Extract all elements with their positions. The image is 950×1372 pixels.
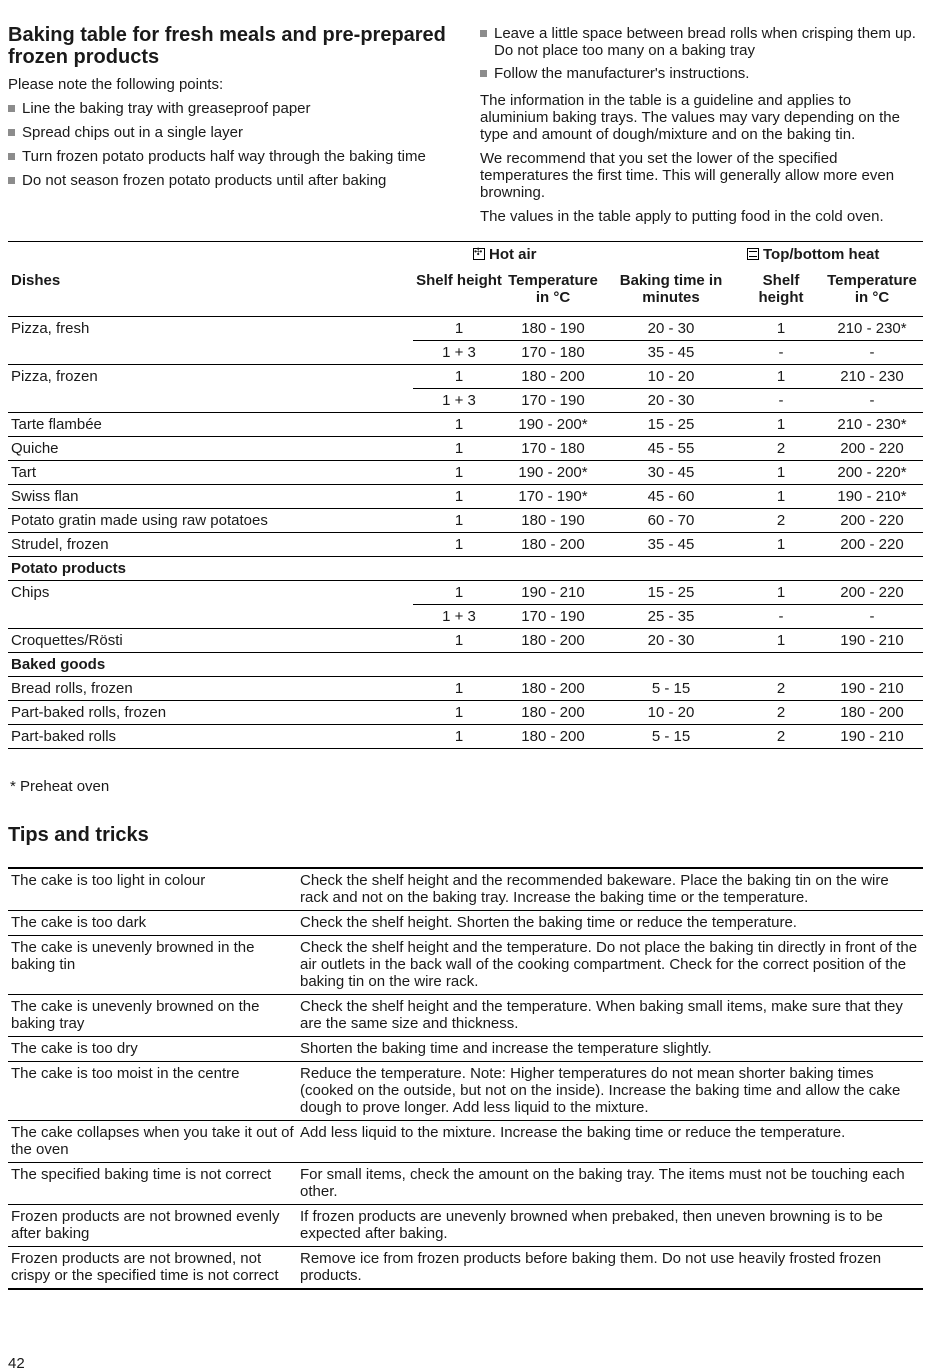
tips-heading: Tips and tricks: [8, 824, 149, 846]
temp2-cell: -: [821, 341, 923, 365]
temp-cell: 190 - 200*: [505, 461, 601, 485]
list-item: Spread chips out in a single layer: [8, 124, 468, 141]
temp-cell: 180 - 200: [505, 701, 601, 725]
temp2-cell: 200 - 220*: [821, 461, 923, 485]
shelf2-cell: 1: [741, 629, 821, 653]
section-row: [8, 557, 923, 581]
section-heading: Potato products: [8, 557, 923, 581]
shelf-cell: 1 + 3: [413, 389, 505, 413]
solution-cell: Check the shelf height and the temperature. Do not place the baking tin directly in front of the air outlets in the back wall of the cooking compartment. Check for the correct position of the baking tin on the wire rack.: [300, 939, 918, 990]
paragraph: The values in the table apply to putting food in the cold oven.: [480, 208, 884, 225]
shelf2-cell: 1: [776, 320, 786, 337]
dish-cell: [8, 605, 413, 629]
section-heading: Baked goods: [8, 653, 923, 677]
tips-row: [8, 1205, 923, 1247]
temp2-cell: -: [821, 605, 923, 629]
tips-row: [8, 1247, 923, 1290]
dish-cell: Pizza, frozen: [8, 365, 413, 389]
time-cell: 45 - 55: [601, 437, 741, 461]
time-cell: 15 - 25: [601, 581, 741, 605]
temp-cell: 170 - 190*: [505, 485, 601, 509]
solution-cell: If frozen products are unevenly browned when prebaked, then uneven browning is to be expected after baking.: [300, 1208, 883, 1242]
tips-table-body: [8, 868, 923, 1289]
time-cell: 5 - 15: [601, 677, 741, 701]
column-header-row: [8, 266, 923, 317]
shelf2-cell: 1: [741, 581, 821, 605]
table-row: [8, 485, 923, 509]
tips-row: [8, 1062, 923, 1121]
problem-cell: The cake is too dry: [11, 1040, 138, 1057]
tips-row: [8, 1037, 923, 1062]
temp-cell: 170 - 190: [505, 605, 601, 629]
shelf-cell: 1: [413, 629, 505, 653]
temp2-cell: 210 - 230*: [837, 320, 907, 337]
list-item: Line the baking tray with greaseproof paper: [8, 100, 468, 117]
shelf2-cell: 1: [741, 461, 821, 485]
time-cell: 20 - 30: [647, 320, 695, 337]
shelf2-cell: 1: [741, 413, 821, 437]
table-row: [8, 389, 923, 413]
mode-top-bottom-heat: Top/bottom heat: [741, 242, 923, 267]
table-row: [8, 677, 923, 701]
paragraph: The information in the table is a guideline and applies to aluminium baking trays. The values may vary depending on the type and amount of dough/mixture and on the baking tin.: [480, 92, 900, 143]
intro-text: Please note the following points:: [8, 76, 224, 93]
temp-cell: 180 - 200: [505, 677, 601, 701]
problem-cell: The cake is unevenly browned on the baking tray: [11, 998, 260, 1032]
temp2-cell: 190 - 210: [821, 725, 923, 749]
list-item: Follow the manufacturer's instructions.: [480, 65, 922, 82]
shelf2-cell: 1: [741, 365, 821, 389]
column-header-shelf-height-2: Shelf height: [741, 266, 821, 317]
temp-cell: 180 - 190: [521, 320, 585, 337]
problem-cell: The specified baking time is not correct: [11, 1166, 272, 1183]
table-row: [8, 365, 923, 389]
dish-cell: [8, 389, 413, 413]
dish-cell: Part-baked rolls, frozen: [8, 701, 413, 725]
shelf-cell: 1: [454, 320, 464, 337]
shelf-cell: 1: [413, 461, 505, 485]
temp2-cell: 200 - 220: [821, 581, 923, 605]
dish-cell: Tarte flambée: [8, 413, 413, 437]
list-item: Turn frozen potato products half way through the baking time: [8, 148, 468, 165]
right-column: [480, 25, 922, 225]
table-row: [8, 509, 923, 533]
time-cell: 10 - 20: [601, 701, 741, 725]
page-title: Baking table for fresh meals and pre-prepared frozen products: [8, 24, 446, 68]
shelf2-cell: -: [741, 389, 821, 413]
temp2-cell: 190 - 210: [821, 677, 923, 701]
time-cell: 20 - 30: [601, 629, 741, 653]
solution-cell: Check the shelf height and the temperature. When baking small items, make sure that they are the same size and thickness.: [300, 998, 903, 1032]
shelf-cell: 1: [413, 413, 505, 437]
shelf-cell: 1: [413, 677, 505, 701]
table-row: [8, 605, 923, 629]
column-header-shelf-height: Shelf height: [413, 266, 505, 317]
time-cell: 25 - 35: [601, 605, 741, 629]
shelf2-cell: 2: [741, 701, 821, 725]
left-bullet-list: [8, 100, 468, 196]
dish-cell: Pizza, fresh: [11, 320, 90, 337]
dish-cell: Tart: [8, 461, 413, 485]
tips-row: [8, 995, 923, 1037]
list-item: Do not season frozen potato products until after baking: [8, 172, 468, 189]
shelf2-cell: 1: [741, 485, 821, 509]
temp2-cell: 190 - 210: [821, 629, 923, 653]
problem-cell: Frozen products are not browned evenly after baking: [11, 1208, 280, 1242]
solution-cell: Check the shelf height and the recommended bakeware. Place the baking tin on the wire rack and not on the baking tray. Increase the baking time or the temperature.: [300, 872, 889, 906]
column-header-temperature-2: Temperature in °C: [821, 266, 923, 317]
temp-cell: 180 - 200: [505, 725, 601, 749]
temp-cell: 180 - 200: [505, 365, 601, 389]
shelf-cell: 1: [413, 437, 505, 461]
table-row: [8, 317, 923, 341]
time-cell: 30 - 45: [601, 461, 741, 485]
temp-cell: 180 - 190: [505, 509, 601, 533]
temp2-cell: 180 - 200: [821, 701, 923, 725]
shelf-cell: 1: [413, 533, 505, 557]
shelf-cell: 1: [413, 485, 505, 509]
temp2-cell: 210 - 230: [821, 365, 923, 389]
problem-cell: The cake is unevenly browned in the baking tin: [11, 939, 255, 973]
solution-cell: Check the shelf height. Shorten the baking time or reduce the temperature.: [300, 914, 797, 931]
table-row: [8, 341, 923, 365]
mode-hot-air: ✣Hot air: [413, 242, 741, 267]
time-cell: 15 - 25: [601, 413, 741, 437]
shelf2-cell: 2: [741, 509, 821, 533]
solution-cell: Add less liquid to the mixture. Increase the baking time or reduce the temperature.: [300, 1124, 846, 1141]
time-cell: 5 - 15: [601, 725, 741, 749]
problem-cell: The cake is too light in colour: [11, 872, 206, 889]
mode-header-row: [8, 242, 923, 267]
tips-table: [8, 867, 923, 1290]
dish-cell: Strudel, frozen: [8, 533, 413, 557]
shelf-cell: 1 + 3: [413, 605, 505, 629]
tips-row: [8, 1163, 923, 1205]
page-number: 42: [8, 1355, 25, 1372]
problem-cell: The cake collapses when you take it out of the oven: [11, 1124, 294, 1158]
fan-icon: [473, 248, 485, 260]
temp2-cell: 200 - 220: [821, 509, 923, 533]
footnote: * Preheat oven: [10, 778, 110, 795]
dish-cell: Potato gratin made using raw potatoes: [8, 509, 413, 533]
time-cell: 60 - 70: [601, 509, 741, 533]
temp2-cell: 200 - 220: [821, 437, 923, 461]
tips-row: [8, 868, 923, 911]
table-row: [8, 701, 923, 725]
temp-cell: 180 - 200: [505, 629, 601, 653]
time-cell: 10 - 20: [601, 365, 741, 389]
dish-cell: [8, 341, 413, 365]
column-header-baking-time: Baking time in minutes: [601, 266, 741, 317]
tips-row: [8, 1121, 923, 1163]
baking-table-body: [8, 317, 923, 749]
dish-cell: Chips: [8, 581, 413, 605]
time-cell: 20 - 30: [601, 389, 741, 413]
temp-cell: 170 - 180: [505, 437, 601, 461]
top-bottom-heat-icon: [747, 248, 759, 260]
column-header-temperature: Temperature in °C: [505, 266, 601, 317]
temp-cell: 180 - 200: [505, 533, 601, 557]
column-header-dishes: Dishes: [8, 266, 413, 317]
shelf2-cell: 2: [741, 677, 821, 701]
temp2-cell: 200 - 220: [821, 533, 923, 557]
time-cell: 35 - 45: [601, 341, 741, 365]
temp-cell: 190 - 210: [505, 581, 601, 605]
shelf-cell: 1 + 3: [413, 341, 505, 365]
solution-cell: Shorten the baking time and increase the temperature slightly.: [300, 1040, 712, 1057]
dish-cell: Croquettes/Rösti: [8, 629, 413, 653]
problem-cell: Frozen products are not browned, not crispy or the specified time is not correct: [11, 1250, 279, 1284]
table-row: [8, 437, 923, 461]
dish-cell: Swiss flan: [8, 485, 413, 509]
dish-cell: Quiche: [8, 437, 413, 461]
shelf2-cell: -: [741, 605, 821, 629]
right-bullet-list: [480, 25, 922, 82]
temp2-cell: -: [821, 389, 923, 413]
temp-cell: 170 - 180: [505, 341, 601, 365]
table-row: [8, 413, 923, 437]
table-row: [8, 461, 923, 485]
solution-cell: Reduce the temperature. Note: Higher temperatures do not mean shorter baking times (cooked on the outside, but not on the inside). Increase the baking time and allow the cake dough to prove longer. Add less liquid to the mixture.: [300, 1065, 901, 1116]
tips-row: [8, 911, 923, 936]
time-cell: 45 - 60: [601, 485, 741, 509]
section-row: [8, 653, 923, 677]
list-item: Leave a little space between bread rolls when crisping them up. Do not place too many on a baking tray: [480, 25, 922, 59]
table-row: [8, 725, 923, 749]
shelf2-cell: 1: [741, 533, 821, 557]
shelf2-cell: 2: [741, 437, 821, 461]
shelf2-cell: 2: [741, 725, 821, 749]
shelf-cell: 1: [413, 581, 505, 605]
baking-table: [8, 241, 923, 749]
shelf-cell: 1: [413, 509, 505, 533]
problem-cell: The cake is too dark: [11, 914, 147, 931]
table-row: [8, 533, 923, 557]
shelf-cell: 1: [413, 725, 505, 749]
temp2-cell: 190 - 210*: [821, 485, 923, 509]
time-cell: 35 - 45: [601, 533, 741, 557]
paragraph: We recommend that you set the lower of the specified temperatures the first time. This will generally allow more even browning.: [480, 150, 895, 201]
temp-cell: 170 - 190: [505, 389, 601, 413]
temp2-cell: 210 - 230*: [821, 413, 923, 437]
dish-cell: Part-baked rolls: [8, 725, 413, 749]
table-row: [8, 629, 923, 653]
problem-cell: The cake is too moist in the centre: [11, 1065, 240, 1082]
shelf2-cell: -: [741, 341, 821, 365]
tips-row: [8, 936, 923, 995]
temp-cell: 190 - 200*: [505, 413, 601, 437]
shelf-cell: 1: [413, 365, 505, 389]
table-row: [8, 581, 923, 605]
dish-cell: Bread rolls, frozen: [8, 677, 413, 701]
solution-cell: Remove ice from frozen products before baking them. Do not use heavily frosted frozen products.: [300, 1250, 882, 1284]
solution-cell: For small items, check the amount on the baking tray. The items must not be touching each other.: [300, 1166, 905, 1200]
shelf-cell: 1: [413, 701, 505, 725]
